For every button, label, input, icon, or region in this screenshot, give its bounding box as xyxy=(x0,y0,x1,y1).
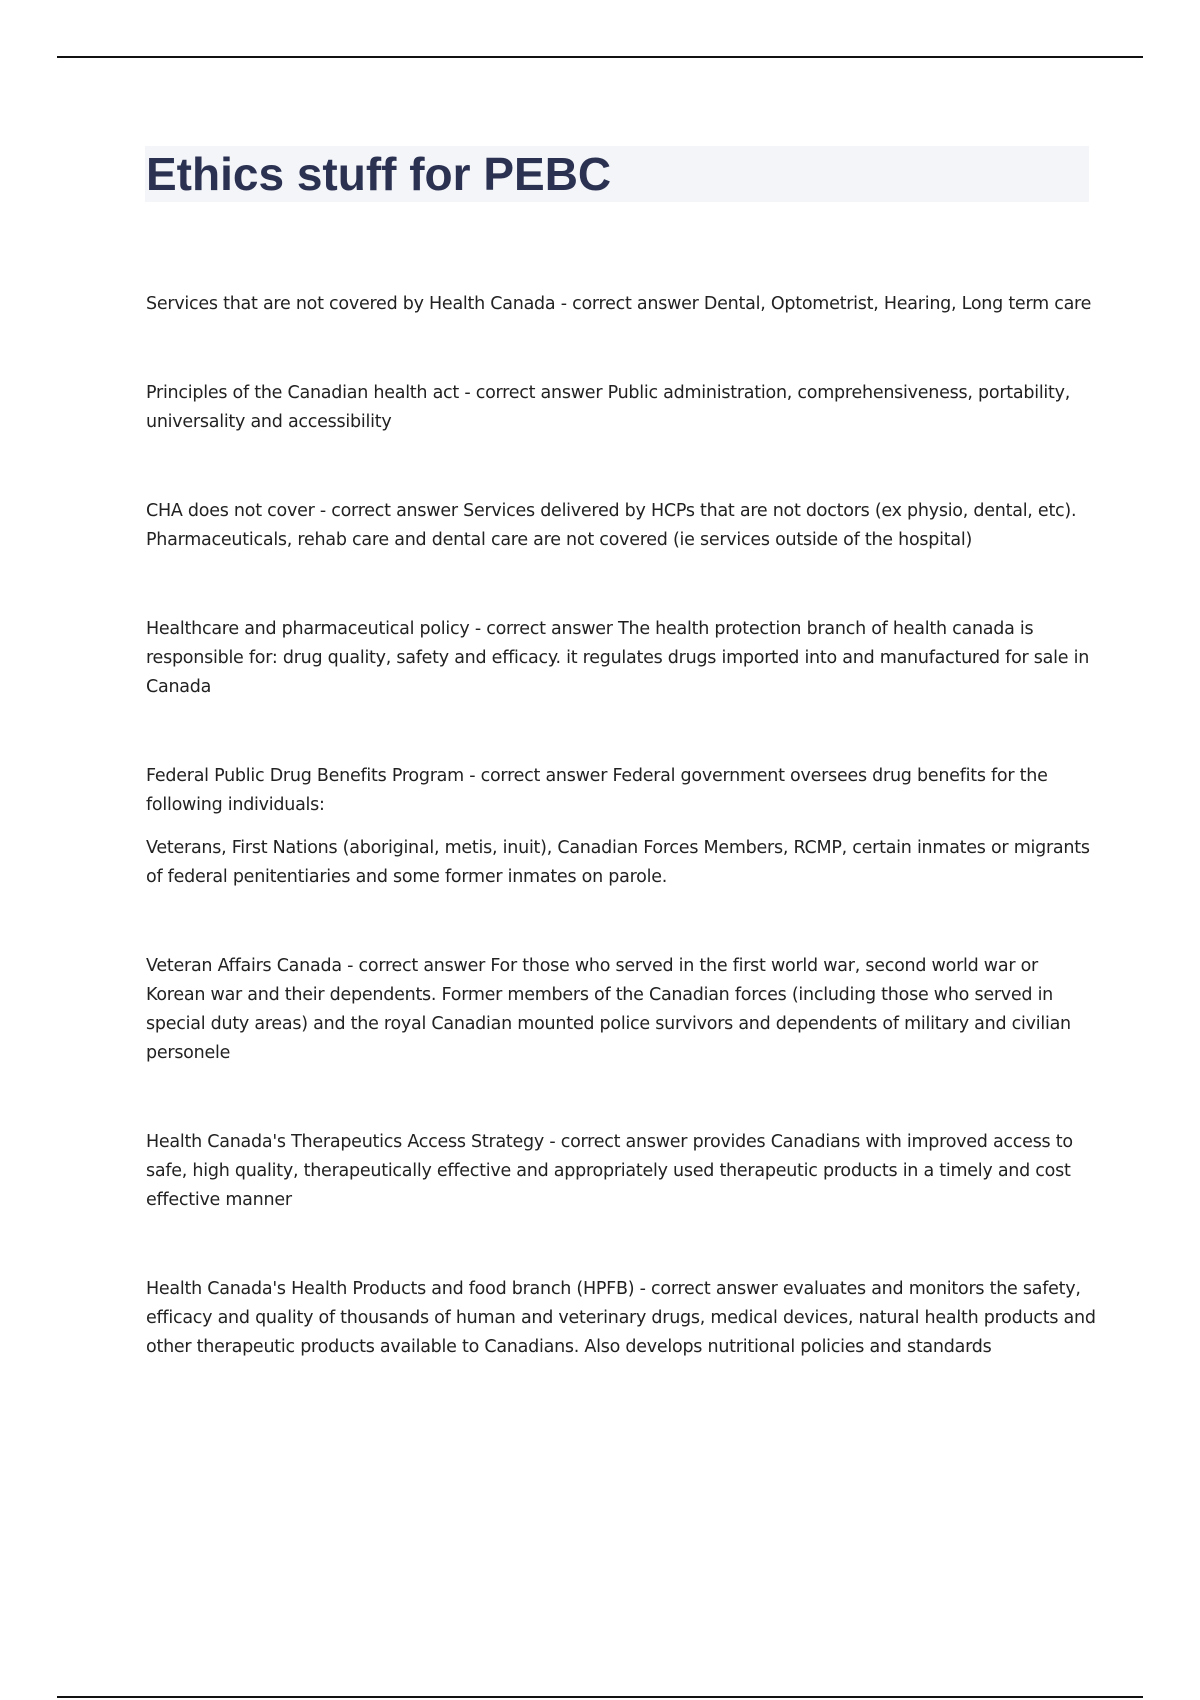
entry-text: CHA does not cover - correct answer Services delivered by HCPs that are not doctors (ex physio, dental, etc). Pharmaceuticals, rehab care and dental care are not covered (ie services outside of the hospital) xyxy=(146,501,1077,550)
page-title: Ethics stuff for PEBC xyxy=(146,148,612,200)
entry-cha-not-cover xyxy=(146,497,1096,555)
entry-text: Veteran Affairs Canada - correct answer For those who served in the first world war, second world war or Korean war and their dependents. Former members of the Canadian forces (including those who served in special duty areas) and the royal Canadian mounted police survivors and dependents of military and civilian personele xyxy=(146,956,1071,1063)
entry-pharmaceutical-policy xyxy=(146,615,1096,702)
entry-text: Health Canada's Health Products and food branch (HPFB) - correct answer evaluates and monitors the safety, efficacy and quality of thousands of human and veterinary drugs, medical devices, natural health products and other therapeutic products available to Canadians. Also develops nutritional policies and standards xyxy=(146,1279,1096,1357)
entry-services-not-covered xyxy=(146,290,1096,319)
header-rule xyxy=(57,56,1143,58)
entry-cha-principles xyxy=(146,379,1096,437)
entry-text: Healthcare and pharmaceutical policy - correct answer The health protection branch of health canada is responsible for: drug quality, safety and efficacy. it regulates drugs imported into and manufactured for sale in Canada xyxy=(146,619,1090,697)
entry-text: Federal Public Drug Benefits Program - correct answer Federal government oversees drug benefits for the following individuals: xyxy=(146,766,1048,815)
entry-text: Health Canada's Therapeutics Access Strategy - correct answer provides Canadians with improved access to safe, high quality, therapeutically effective and appropriately used therapeutic products in a timely and cost effective manner xyxy=(146,1132,1073,1210)
entry-therapeutics-access xyxy=(146,1128,1096,1215)
entry-federal-drug-benefits xyxy=(146,762,1096,892)
entry-hpfb xyxy=(146,1275,1096,1362)
document-body xyxy=(146,290,1096,1422)
entry-text: Principles of the Canadian health act - correct answer Public administration, comprehensiveness, portability, universality and accessibility xyxy=(146,383,1071,432)
footer-rule xyxy=(57,1696,1143,1698)
entry-text: Services that are not covered by Health Canada - correct answer Dental, Optometrist, Hearing, Long term care xyxy=(146,294,1092,314)
entry-text: Veterans, First Nations (aboriginal, metis, inuit), Canadian Forces Members, RCMP, certain inmates or migrants of federal penitentiaries and some former inmates on parole. xyxy=(146,838,1090,887)
entry-veteran-affairs xyxy=(146,952,1096,1068)
